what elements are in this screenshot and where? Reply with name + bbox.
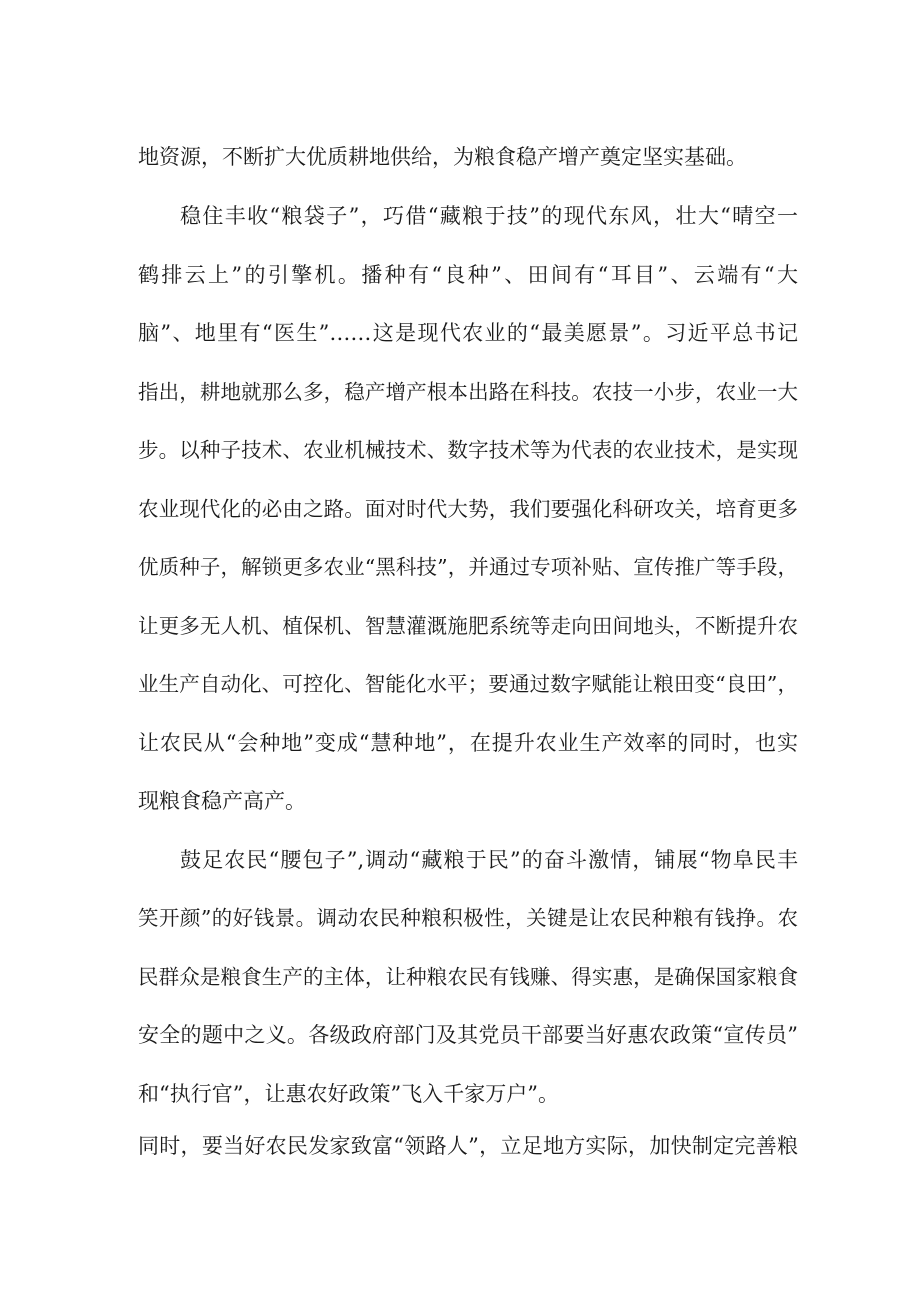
paragraph-3-line: 安全的题中之义。各级政府部门及其党员干部要当好惠农政策“宣传员”: [138, 1023, 798, 1047]
paragraph-3-line: 和“执行官”，让惠农好政策”飞入千家万户”。: [138, 1082, 559, 1106]
paragraph-2-line: 农业现代化的必由之路。面对时代大势，我们要强化科研攻关，培育更多: [138, 497, 798, 521]
paragraph-2-line: 稳住丰收“粮袋子”，巧借“藏粮于技”的现代东风，壮大“晴空一: [180, 204, 798, 228]
paragraph-2-line: 让农民从“会种地”变成“慧种地”，在提升农业生产效率的同时，也实: [138, 731, 798, 755]
paragraph-3-line: 鼓足农民“腰包子”,调动“藏粮于民”的奋斗激情，铺展“物阜民丰: [180, 848, 798, 872]
paragraph-2-line: 鹤排云上”的引擎机。播种有“良种”、田间有“耳目”、云端有“大: [138, 263, 798, 287]
paragraph-2-line: 脑”、地里有“医生”……这是现代农业的“最美愿景”。习近平总书记: [138, 321, 798, 345]
paragraph-3-line: 民群众是粮食生产的主体，让种粮农民有钱赚、得实惠，是确保国家粮食: [138, 965, 798, 989]
paragraph-1-line: 地资源，不断扩大优质耕地供给，为粮食稳产增产奠定坚实基础。: [138, 145, 747, 169]
paragraph-2-line: 优质种子，解锁更多农业“黑科技”，并通过专项补贴、宣传推广等手段，: [138, 555, 798, 579]
paragraph-2-line: 让更多无人机、植保机、智慧灌溉施肥系统等走向田间地头，不断提升农: [138, 614, 798, 638]
paragraph-2-line: 指出，耕地就那么多，稳产增产根本出路在科技。农技一小步，农业一大: [138, 380, 798, 404]
paragraph-4-line: 同时，要当好农民发家致富“领路人”，立足地方实际，加快制定完善粮: [138, 1134, 798, 1158]
paragraph-2-line: 业生产自动化、可控化、智能化水平；要通过数字赋能让粮田变“良田”，: [138, 672, 798, 696]
paragraph-2-line: 步。以种子技术、农业机械技术、数字技术等为代表的农业技术，是实现: [138, 438, 798, 462]
paragraph-3-line: 笑开颜”的好钱景。调动农民种粮积极性，关键是让农民种粮有钱挣。农: [138, 906, 798, 930]
paragraph-2-line: 现粮食稳产高产。: [138, 789, 306, 813]
